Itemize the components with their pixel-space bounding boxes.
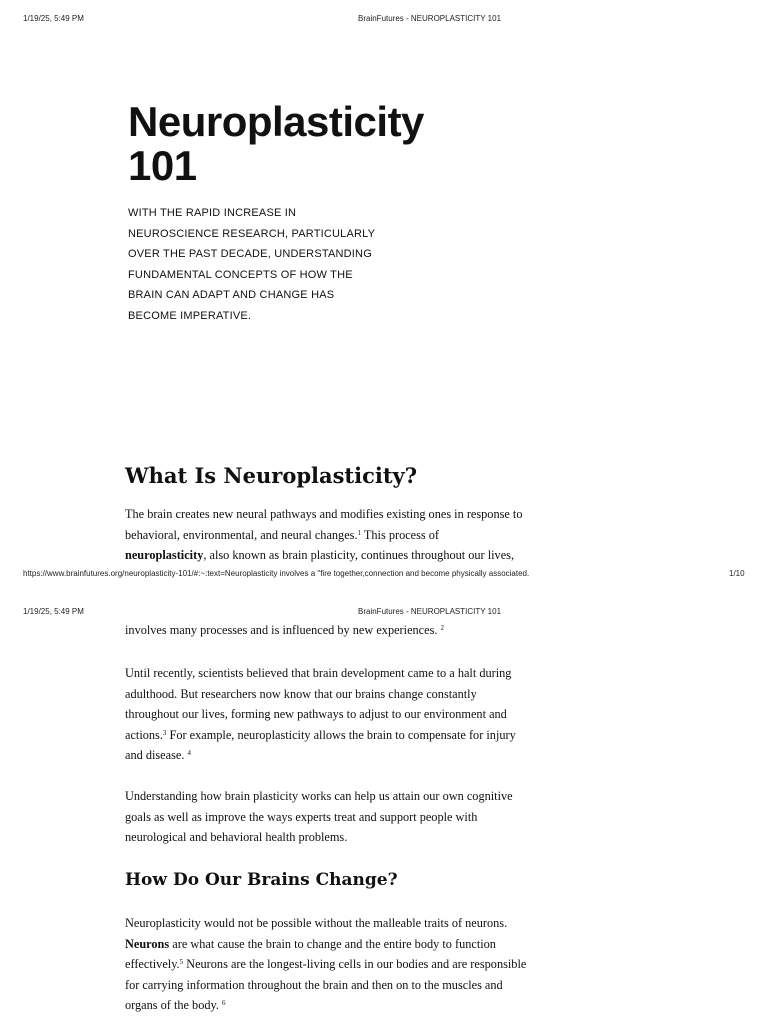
footnote-ref-6[interactable]: 6 xyxy=(222,999,226,1008)
text-line xyxy=(125,725,565,746)
term-neurons: Neurons xyxy=(125,936,170,951)
paragraph-brain-development xyxy=(125,663,565,766)
text-span: adulthood. But researchers now know that our brains change constantly xyxy=(125,686,477,701)
text-span: organs of the body. xyxy=(125,998,219,1013)
intro-line: BECOME IMPERATIVE. xyxy=(128,309,252,322)
text-span: for carrying information throughout the brain and then on to the muscles and xyxy=(125,977,503,992)
text-line xyxy=(125,525,565,546)
print-datetime: 1/19/25, 5:49 PM xyxy=(23,607,84,616)
text-line xyxy=(125,827,565,848)
footnote-ref-5[interactable]: 5 xyxy=(179,958,184,967)
print-datetime: 1/19/25, 5:49 PM xyxy=(23,14,84,23)
page-title-line-2: 101 xyxy=(128,142,197,189)
intro-line: WITH THE RAPID INCREASE IN xyxy=(128,207,297,219)
text-line xyxy=(125,807,565,828)
intro-line: NEUROSCIENCE RESEARCH, PARTICULARLY xyxy=(128,227,376,240)
text-span: Until recently, scientists believed that brain development came to a halt during xyxy=(125,666,512,680)
footnote-ref-1[interactable]: 1 xyxy=(357,528,362,537)
text-line xyxy=(125,684,565,705)
text-span: Neuroplasticity would not be possible without the malleable traits of neurons. xyxy=(125,916,508,930)
text-span: The brain creates new neural pathways and modifies existing ones in response to xyxy=(125,507,523,521)
text-line xyxy=(125,995,565,1016)
text-span: involves many processes and is influenced by new experiences. xyxy=(125,623,438,637)
text-line xyxy=(125,954,565,975)
paragraph-neuroplasticity-definition-continued xyxy=(125,620,565,641)
paragraph-neuroplasticity-definition xyxy=(125,504,565,566)
text-line xyxy=(125,663,565,684)
text-span: This process of xyxy=(361,527,440,542)
text-line xyxy=(125,620,565,641)
text-line xyxy=(125,913,565,934)
text-span: Neurons are the longest-living cells in our bodies and are responsible xyxy=(183,957,527,972)
footnote-ref-3[interactable]: 3 xyxy=(162,728,167,737)
print-doc-title: BrainFutures - NEUROPLASTICITY 101 xyxy=(358,14,502,23)
text-span: Understanding how brain plasticity works can help us attain our own cognitive xyxy=(125,789,513,803)
paragraph-understanding-plasticity xyxy=(125,786,565,848)
intro-text xyxy=(128,203,378,326)
print-url[interactable]: https://www.brainfutures.org/neuroplasticity-101/#:~:text=Neuroplasticity involves a "fire together,connection and become physically associated. xyxy=(23,569,530,578)
text-line xyxy=(125,704,565,725)
text-span: neurological and behavioral health problems. xyxy=(125,830,348,845)
text-span: actions. xyxy=(125,727,163,742)
text-span: , also known as brain plasticity, continues throughout our lives, xyxy=(203,548,515,563)
footnote-ref-2[interactable]: 2 xyxy=(440,624,445,632)
page-title xyxy=(128,100,424,188)
section-heading-how-do-brains-change: How Do Our Brains Change? xyxy=(125,870,398,890)
text-line xyxy=(125,545,565,566)
section-heading-what-is-neuroplasticity: What Is Neuroplasticity? xyxy=(125,463,418,488)
footnote-ref-4[interactable]: 4 xyxy=(187,749,191,758)
intro-line: OVER THE PAST DECADE, UNDERSTANDING xyxy=(128,248,372,260)
page-title-line-1: Neuroplasticity xyxy=(128,98,424,145)
text-span: and disease. xyxy=(125,748,185,763)
text-span: goals as well as improve the ways experts treat and support people with xyxy=(125,809,478,824)
text-line xyxy=(125,975,565,996)
text-span: behavioral, environmental, and neural changes. xyxy=(125,527,358,542)
print-page-number: 1/10 xyxy=(729,569,745,578)
text-line xyxy=(125,504,565,525)
term-neuroplasticity: neuroplasticity xyxy=(125,548,204,563)
text-span: are what cause the brain to change and the entire body to function xyxy=(169,936,496,951)
text-span: throughout our lives, forming new pathways to adjust to our environment and xyxy=(125,707,507,722)
text-line xyxy=(125,745,565,766)
text-span: For example, neuroplasticity allows the brain to compensate for injury xyxy=(166,727,516,742)
paragraph-neurons xyxy=(125,913,565,1016)
text-line xyxy=(125,934,565,955)
intro-line: BRAIN CAN ADAPT AND CHANGE HAS xyxy=(128,289,335,301)
intro-line: FUNDAMENTAL CONCEPTS OF HOW THE xyxy=(128,268,353,281)
text-span: effectively. xyxy=(125,957,180,972)
text-line xyxy=(125,786,565,807)
print-doc-title: BrainFutures - NEUROPLASTICITY 101 xyxy=(358,607,502,616)
